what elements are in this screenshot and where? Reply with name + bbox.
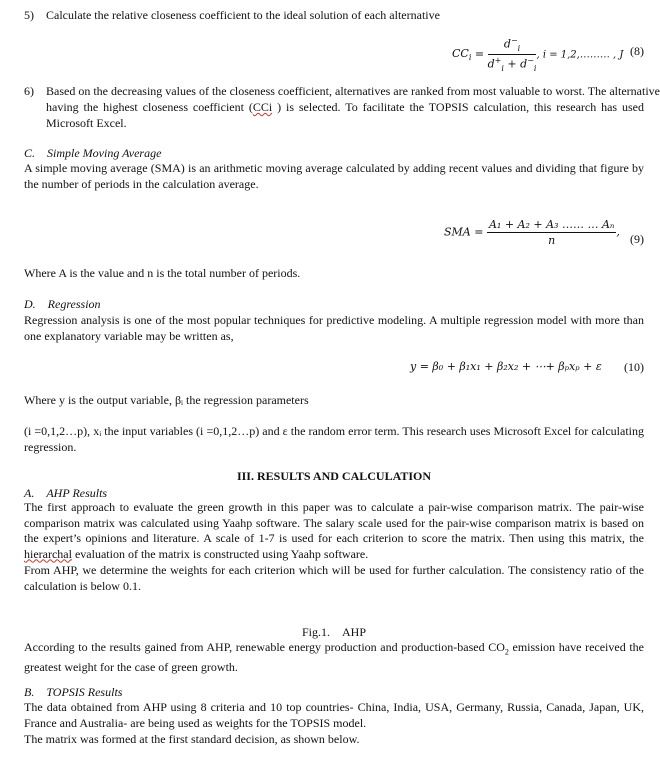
- eq8-fraction: $\frac{d^-_i}{d^+_i + d^-_i}$: [487, 36, 537, 73]
- section-b-body-2: The matrix was formed at the first standard decision, as shown below.: [24, 732, 360, 746]
- where-sma-text: Where A is the value and n is the total number of periods.: [24, 266, 301, 280]
- step-6-line-2: having the highest closeness coefficient (CCi ) is selected. To facilitate the TOPSIS calculation, this research has used: [46, 100, 644, 114]
- equation-10-number: (10): [624, 360, 644, 374]
- section-a-body-2: From AHP, we determine the weights for each criterion which will be used for further calculation. The consistency ratio of the calculation is below 0.1.: [24, 563, 644, 593]
- where-regression-1: Where y is the output variable, βᵢ the regression parameters: [24, 393, 309, 407]
- section-3-heading: III. RESULTS AND CALCULATION: [236, 469, 432, 483]
- where-regression-2: (i =0,1,2…p), xᵢ the input variables (i =0,1,2…p) and ε the random error term. This research uses Microsoft Excel for calculating regression.: [24, 424, 644, 454]
- eq8-tail: , i = 1,2,……… , J: [536, 49, 624, 61]
- step-6-line-3: Microsoft Excel.: [46, 116, 127, 130]
- section-c-heading: C. Simple Moving Average: [24, 146, 162, 160]
- section-d-body: Regression analysis is one of the most popular techniques for predictive modeling. A multiple regression model with more than one explanatory variable may be written as,: [24, 313, 644, 343]
- equation-10: y = β₀ + β₁x₁ + β₂x₂ + ⋯+ βₚxₚ + ε: [410, 360, 602, 373]
- step-6-line-1: 6) Based on the decreasing values of the closeness coefficient, alternatives are ranked from most valuable to worst. The alternative: [24, 84, 660, 98]
- section-d-heading: D. Regression: [24, 297, 101, 311]
- section-b-heading: B. TOPSIS Results: [24, 685, 123, 699]
- eq9-fraction: $\frac{\text{A₁ + A₂ + A₃ …… … Aₙ}}{n}$: [488, 218, 615, 247]
- after-figure-text: According to the results gained from AHP, renewable energy production and production-based $CO_2$ emission have received the greatest weight for the case of green growth.: [24, 640, 645, 674]
- section-c-body: A simple moving average (SMA) is an arithmetic moving average calculated by adding recent values and dividing that figure by the number of periods in the calculation average.: [24, 161, 644, 191]
- hierarchal-term: hierarchal: [24, 546, 72, 561]
- equation-9-number: (9): [630, 232, 644, 246]
- section-a-body-1: The first approach to evaluate the green growth in this paper was to calculate a pair-wise comparison matrix. The pair-wise comparison matrix was calculated using Yaahp software. The salary scale used for the pair-wise comparison matrix is based on the expert’s opinions and literature. A scale of 1-7 is used for each criterion to score the matrix. Then using this matrix, the hierarchal evaluation of the matrix is constructed using Yaahp software.: [24, 500, 644, 561]
- equation-8-number: (8): [630, 44, 644, 58]
- figure-caption: Fig.1. AHP: [301, 625, 366, 639]
- cci-term: CCi: [252, 100, 273, 114]
- equation-9: SMA = $\frac{\text{A₁ + A₂ + A₃ …… … Aₙ}}{n}$ ,: [444, 218, 620, 247]
- section-a-heading: A. AHP Results: [24, 486, 108, 500]
- step-5-text: 5) Calculate the relative closeness coefficient to the ideal solution of each alternative: [24, 8, 440, 22]
- eq8-lhs: $CC_i$: [452, 47, 472, 63]
- section-b-body-1: The data obtained from AHP using 8 criteria and 10 top countries- China, India, USA, Germany, Russia, Canada, Japan, UK, France and Australia- are being used as weights for the TOPSIS model.: [24, 700, 644, 730]
- equation-8: $CC_i$ = $\frac{d^-_i}{d^+_i + d^-_i}$ , i = 1,2,……… , J: [452, 36, 624, 73]
